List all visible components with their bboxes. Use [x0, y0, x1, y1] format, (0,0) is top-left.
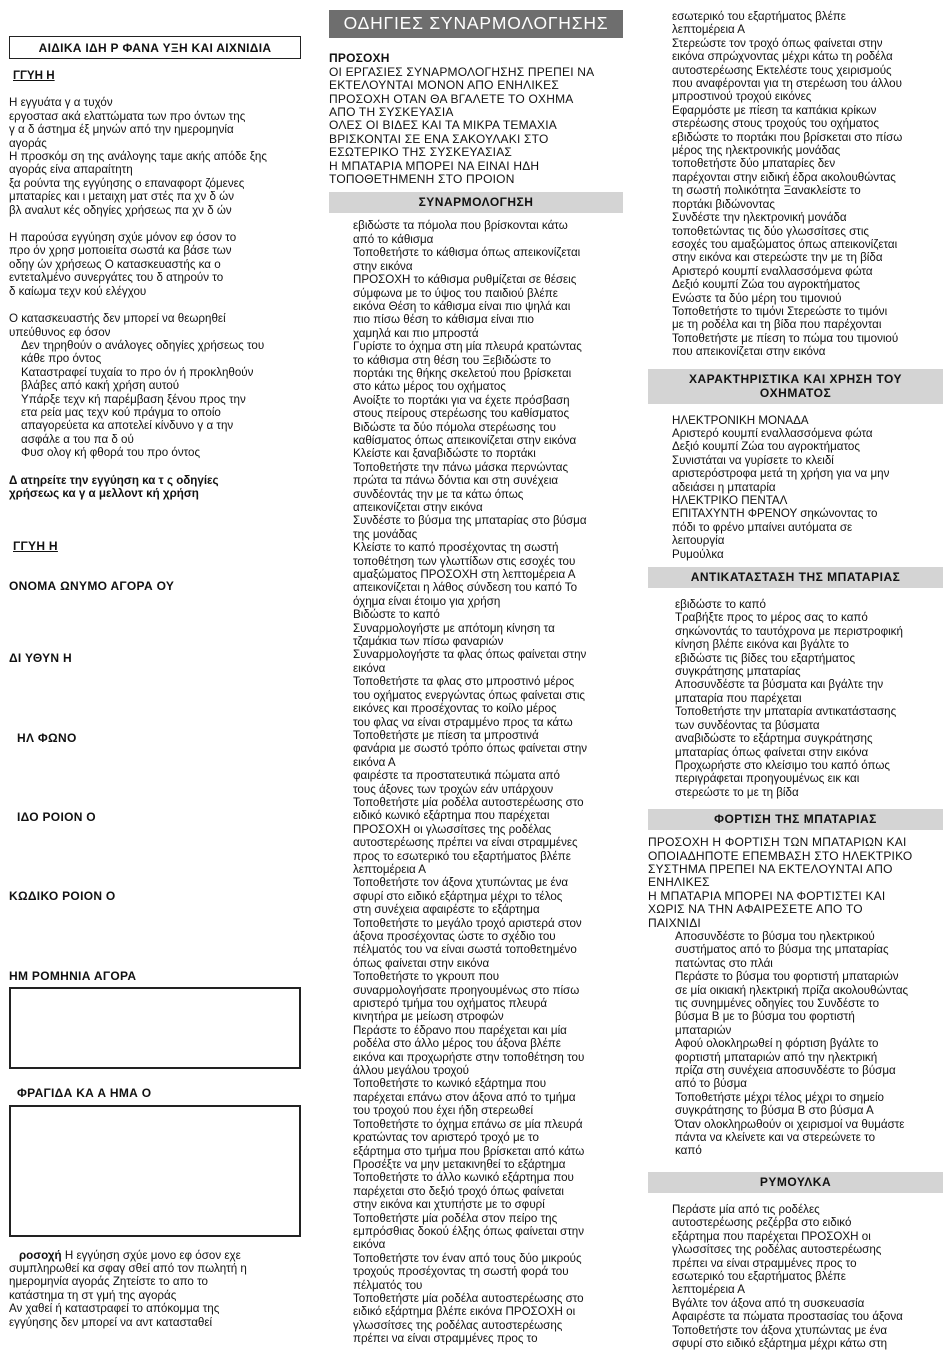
text-line: ΠΡΟΣΟΧΗ οι γλωσσίτσες της ροδέλας [353, 822, 552, 836]
text-line: στην εικόνα και χτυπήστε με το σφυρί [353, 1198, 545, 1212]
text-line: εβιδώστε τις βίδες του εξαρτήματος [675, 651, 856, 665]
text-line: μπαταρίας όπως φαίνεται στην εικόνα [675, 745, 869, 759]
text-line: στη συνέχεια αφαιρέστε το εξάρτημα [353, 903, 540, 917]
text-line: Δεν τηρηθούν ο ανάλογες οδηγίες χρήσεως του [21, 338, 265, 352]
text-line: με τη ροδέλα και τη βίδα που παρέχονται [672, 318, 882, 332]
product-type-label: ΙΔΟ ΡΟΙΟΝ Ο [17, 810, 96, 824]
text-line: Τοποθετήστε το κωνικό εξάρτημα που [353, 1077, 547, 1091]
text-line: τζαμάκια των πίσω φαναριών [353, 635, 504, 649]
assembly-heading: ΣΥΝΑΡΜΟΛΟΓΗΣΗ [329, 192, 623, 213]
text-line: Συνδέστε την ηλεκτρονική μονάδα [672, 211, 847, 225]
text-line: Αριστερό κουμπί εναλλασσόμενα φώτα [672, 426, 873, 440]
text-line: Δεξιό κουμπί Ζώα του αγροκτήματος [672, 278, 860, 292]
text-line: εργοστασ ακά ελαττώματα των προ όντων της [9, 109, 246, 123]
text-line: Η ΜΠΑΤΑΡΙΑ ΜΠΟΡΕΙ ΝΑ ΕΙΝΑΙ ΗΔΗ [329, 158, 540, 173]
text-line: Η παρούσα εγγύηση σχύε μόνον εφ όσον το [9, 231, 237, 245]
text-line: σφυρί στο ειδικό εξάρτημα μέχρι κάτω στη [672, 1336, 888, 1350]
text-line: Συνδέστε το βύσμα της μπαταρίας στο βύσμα [353, 514, 587, 528]
text-line: αμαξώματος ΠΡΟΣΟΧΗ στη λεπτομέρεια Α [353, 568, 576, 582]
battery-replacement-heading: ΑΝΤΙΚΑΤΑΣΤΑΣΗ ΤΗΣ ΜΠΑΤΑΡΙΑΣ [648, 567, 943, 588]
text-line: χρήσεως κα γ α μελλοντ κή χρήση [9, 486, 199, 500]
text-line: σηκώνοντάς το ταυτόχρονα με περιστροφική [675, 624, 903, 638]
text-line: οδηγ ών χρήσεως Ο κατασκευαστής κα ο [9, 257, 221, 271]
text-line: Υπάρξε τεχν κή παρέμβαση ξένου προς την [21, 392, 246, 406]
text-line: Τοποθετήστε μία ροδέλα στον πείρο της [353, 1211, 558, 1225]
text-line: Όταν ολοκληρωθούν οι χειρισμοί να θυμάστε [675, 1117, 905, 1131]
text-line: της μονάδας [353, 527, 418, 541]
text-line: ειδικό εξάρτημα βλέπε εικόνα ΠΡΟΣΟΧΗ οι [353, 1305, 576, 1319]
text-line: ετα ρεία μας τεχν κού πράγμα το οποίο [21, 405, 221, 419]
text-line: τοποθετώντας τις δύο γλωσσίτσες στις [672, 224, 870, 238]
text-line: γλωσσίτσες της ροδέλας αυτοστερέωσης [353, 1318, 563, 1332]
text-line: μπαταριών [675, 1023, 732, 1037]
text-line: υπεύθυνος εφ όσον [9, 325, 111, 339]
text-line: συγκράτησης μπαταρίας [675, 665, 801, 679]
text-line: Τοποθετήστε με πίεση τα μπροστινά [353, 728, 539, 742]
text-line: που απεικονίζεται στην εικόνα [672, 345, 826, 359]
text-line: παρέχονται στην ειδική έδρα ακολουθώντας [672, 170, 896, 184]
text-line: ΗΛΕΚΤΡΟΝΙΚΗ ΜΟΝΑΔΑ [672, 413, 809, 427]
text-line: Αφαιρέστε τα πώματα προστασίας του άξονα [672, 1310, 903, 1324]
charging-steps [648, 930, 943, 1158]
text-line: Τοποθετήστε τον έναν από τους δύο μικρούς [353, 1251, 582, 1265]
text-line: Περάστε το βύσμα του φορτιστή μπαταριών [675, 970, 899, 984]
text-line: εντεταλμένο συνεργάτες του δ ατηρούν το [9, 271, 224, 285]
keep-notice [9, 474, 301, 501]
text-line: όχημα είναι έτοιμο για χρήση [353, 594, 501, 608]
text-line: σε μία οικιακή ηλεκτρική πρίζα ακολουθώντας [675, 983, 909, 997]
text-line: εικόνα Θέση το κάθισμα είναι πιο ψηλά και [353, 299, 571, 313]
footer-note [9, 1262, 301, 1329]
text-line: Περάστε το έδρανο που παρέχεται και μία [353, 1023, 567, 1037]
text-line: Τοποθετήστε το γκρουπ που [353, 970, 500, 984]
text-line: ΕΚΤΕΛΟΥΝΤΑΙ ΜΟΝΟΝ ΑΠΟ ΕΝΗΛΙΚΕΣ [329, 78, 559, 93]
assembly-column [329, 0, 623, 1346]
text-line: πατώντας στο πλάι [675, 956, 773, 970]
text-line: Προχωρήστε στο κλείσιμο του καπό όπως [675, 758, 890, 772]
text-line: γ α δ άστημα έξ μηνών από την ημερομηνία [9, 123, 234, 137]
warranty-column [9, 0, 301, 1329]
text-line: Περάστε μία από τις ροδέλες [672, 1202, 820, 1216]
text-line: Τραβήξτε προς το μέρος σας το καπό [675, 611, 868, 625]
text-line: μέρος της ηλεκτρονικής μονάδας [672, 144, 841, 158]
liability-bullets [9, 339, 301, 460]
text-line: αυτοστερέωσης πρέπει να είναι στραμμένες [353, 836, 578, 850]
text-line: πρέπει να είναι στραμμένες προς το [672, 1256, 857, 1270]
text-line: Εφαρμόστε με πίεση τα καπάκια κρίκων [672, 103, 877, 117]
text-line: ΣΥΣΤΗΜΑ ΠΡΕΠΕΙ ΝΑ ΕΚΤΕΛΟΥΝΤΑΙ ΑΠΟ [648, 861, 893, 876]
text-line: πορτάκι της θήκης σκελετού που βρίσκεται [353, 366, 572, 380]
text-line: σφυρί στο ειδικό εξάρτημα μέχρι το τέλος [353, 889, 563, 903]
trailer-heading: ΡΥΜΟΥΛΚΑ [648, 1172, 943, 1193]
text-line: ειδικό κωνικό εξάρτημα που παρέχεται [353, 809, 550, 823]
text-line: εικόνες και προσέχοντας το κοίλο μέρος [353, 702, 557, 716]
validity-paragraph [9, 231, 301, 298]
text-line: εξάρτημα στο τμήμα που βρίσκεται από κάτω [353, 1144, 585, 1158]
text-line: από το κάθισμα [353, 232, 434, 246]
text-line: Η ΜΠΑΤΑΡΙΑ ΜΠΟΡΕΙ ΝΑ ΦΟΡΤΙΣΤΕΙ ΚΑΙ [648, 888, 886, 903]
text-line: λεπτομέρεια Α [672, 1283, 746, 1297]
footer-note-label: ροσοχή [19, 1248, 62, 1262]
text-line: προς το εσωτερικό του εξαρτήματος βλέπε [353, 849, 571, 863]
text-line: του τροχού που έχει ήδη στερεωθεί [353, 1104, 534, 1118]
text-line: Τοποθετήστε μία ροδέλα αυτοστερέωσης στο [353, 795, 584, 809]
text-line: Τοποθετήστε μία ροδέλα αυτοστερέωσης στο [353, 1291, 584, 1305]
text-line: απεικονίζεται η λάθος σύνδεση του καπό Το [353, 581, 578, 595]
text-line: απαγορεύετα κα αποτελεί κίνδυνο γ α την [21, 419, 234, 433]
text-line: απεικονίζεται στην εικόνα [353, 501, 483, 514]
features-list [648, 414, 943, 561]
text-line: εσοχές του αμαξώματος όπως απεικονίζεται [672, 237, 898, 251]
text-line: Τοποθετήστε την μπαταρία αντικατάστασης [675, 705, 897, 719]
text-line: εικόνα σπρώχνοντας μέχρι κάτω τη ροδέλα [672, 50, 893, 64]
text-line: αδειάσει η μπαταρία [672, 480, 776, 494]
text-line: εβιδώστε τα πόμολα που βρίσκονται κάτω [353, 219, 568, 233]
text-line: ΟΠΟΙΑΔΗΠΟΤΕ ΕΠΕΜΒΑΣΗ ΣΤΟ ΗΛΕΚΤΡΙΚΟ [648, 848, 913, 863]
text-line: στην εικόνα [353, 259, 413, 273]
text-line: Τοποθετήστε την πάνω μάσκα περνώντας [353, 460, 569, 474]
text-line: Βιδώστε το καπό [353, 608, 440, 622]
text-line: ΠΡΟΣΟΧΗ ΟΤΑΝ ΘΑ ΒΓΑΛΕΤΕ ΤΟ ΟΧΗΜΑ [329, 91, 574, 106]
text-line: πρίζα στη συνέχεια αποσυνδέστε το βύσμα [675, 1064, 896, 1078]
text-line: ΧΩΡΙΣ ΝΑ ΤΗΝ ΑΦΑΙΡΕΣΕΤΕ ΑΠΟ ΤΟ [648, 902, 863, 917]
text-line: Κλείστε και ξαναβιδώστε το πορτάκι [353, 447, 536, 461]
text-line: εβιδώστε το καπό [675, 598, 766, 612]
text-line: Ενώστε τα δύο μέρη του τιμονιού [672, 291, 842, 305]
text-line: Τοποθετήστε το κάθισμα όπως απεικονίζεται [353, 246, 581, 260]
text-line: ΟΛΕΣ ΟΙ ΒΙΔΕΣ ΚΑΙ ΤΑ ΜΙΚΡΑ ΤΕΜΑΧΙΑ [329, 118, 557, 133]
text-line: βύσμα Β με το βύσμα του φορτιστή [675, 1010, 855, 1024]
text-line: λειτουργία [672, 534, 725, 548]
text-line: εικόνα και προχωρήστε στην τοποθέτηση του [353, 1050, 585, 1064]
text-line: Τοποθετήστε μέχρι τέλος μέχρι το σημείο [675, 1090, 884, 1104]
text-line: φανάρια με σωστό τρόπο όπως φαίνεται στην [353, 742, 588, 756]
battery-replacement-steps [648, 598, 943, 799]
text-line: άλλου μεγάλου τροχού [353, 1064, 469, 1078]
text-line: αγοράς είνα απαραίτητη [9, 163, 133, 177]
phone-label: ΗΛ ΦΩΝΟ [17, 730, 77, 745]
text-line: συμπληρωθεί κα σφαγ σθεί από τον πωλητή η [9, 1262, 247, 1276]
text-line: πρέπει να είναι στραμμένες προς το [353, 1332, 538, 1346]
text-line: προ όν χρησ μοποιείτα σωστά κα βάσε των [9, 244, 232, 258]
text-line: εβιδώστε το πορτάκι που βρίσκεται στο πίσω [672, 130, 903, 144]
text-line: ΤΟΠΟΘΕΤΗΜΕΝΗ ΣΤΟ ΠΡΟΙΟΝ [329, 172, 515, 187]
assembly-steps [329, 219, 623, 1345]
text-line: συναρμολογήσατε προηγουμένως στο πίσω [353, 983, 580, 997]
text-line: Συναρμολογήστε με απότομη κίνηση τα [353, 621, 555, 635]
text-line: Τοποθετήστε τα φλας στο μπροστινό μέρος [353, 675, 575, 689]
trailer-steps [648, 1203, 943, 1350]
text-line: Ανοίξτε το πορτάκι για να έχετε πρόσβαση [353, 393, 570, 407]
text-line: τοποθετήστε δύο μπαταρίες δεν [672, 157, 836, 171]
purchase-date-label: ΗΜ ΡΟΜΗΝΙΑ ΑΓΟΡΑ [9, 968, 137, 983]
text-line: Στερεώστε τον τροχό όπως φαίνεται στην [672, 36, 883, 50]
text-line: αριστερόστροφα μετά τη χρήση για να μην [672, 467, 890, 481]
text-line: ΠΡΟΣΟΧΗ το κάθισμα ρυθμίζεται σε θέσεις [353, 273, 577, 287]
text-line: παρέχεται στο δεξιό τροχό όπως φαίνεται [353, 1184, 564, 1198]
text-line: Βιδώστε τα δύο πόμολα στερέωσης του [353, 420, 556, 434]
form-heading: ΓΓΥΗ Η [13, 539, 58, 554]
text-line: εσωτερικό του εξαρτήματος βλέπε [672, 10, 846, 23]
text-line: Προσέξτε να μην μετακινηθεί το εξάρτημα [353, 1157, 566, 1171]
text-line: στην εικόνα και στερεώστε την με τη βίδα [672, 251, 883, 265]
text-line: πορτάκι βιδώνοντας [672, 197, 775, 211]
text-line: Ο κατασκευαστής δεν μπορεί να θεωρηθεί [9, 312, 226, 326]
text-line: των συνδέοντας τα βύσματα [675, 718, 820, 732]
text-line: χαμηλά και πιο μπροστά [353, 326, 479, 340]
text-line: όπως φαίνεται στην εικόνα [353, 956, 490, 970]
text-line: φορτιστή μπαταριών από την ηλεκτρική [675, 1050, 878, 1064]
text-line: ασφάλε α του πα δ ού [21, 432, 134, 446]
text-line: Αποσυνδέστε το βύσμα του ηλεκτρικού [675, 929, 875, 943]
text-line: του φλας να είναι στραμμένο προς τα κάτω [353, 715, 573, 729]
text-line: Η εγγυάτα γ α τυχόν [9, 96, 113, 110]
text-line: Γυρίστε το όχημα στη μία πλευρά κρατώντας [353, 340, 582, 354]
text-line: ημερομηνία αγοράς Ζητείστε το απο το [9, 1275, 208, 1289]
address-label: ΔΙ ΥΘΥΝ Η [9, 651, 72, 666]
text-line: μπαταρία που παρέχεται [675, 691, 802, 705]
text-line: Συνιστάται να γυρίσετε το κλειδί [672, 453, 834, 467]
text-line: στους πείρους στερέωσης του καθίσματος [353, 407, 570, 421]
text-line: άξονα προσέχοντας ώστε το σχέδιο του [353, 930, 556, 943]
text-line: ΗΛΕΚΤΡΙΚΟ ΠΕΝΤΑΛ [672, 494, 788, 507]
text-line: λεπτομέρεια Α [672, 23, 746, 37]
text-line: Αποσυνδέστε τα βύσματα και βγάλτε την [675, 678, 884, 692]
text-line: βλ αναλυτ κές οδηγίες χρήσεως πα χν δ ών [9, 203, 232, 217]
text-line: σύμφωνα με το ύψος του παιδιού βλέπε [353, 286, 558, 300]
assembly-steps-continued [648, 10, 943, 359]
stamp-box [9, 1105, 301, 1237]
text-line: Καταστραφεί τυχαία το προ όν ή προκληθούν [21, 365, 254, 379]
text-line: φαιρέστε τα προστατευτικά πώματα από [353, 769, 560, 783]
text-line: στερέωσης στους τροχούς του οχήματος [672, 117, 879, 131]
text-line: συνδέοντάς την με τα κάτω όπως [353, 487, 524, 501]
text-line: Αφού ολοκληρωθεί η φόρτιση βγάλτε το [675, 1037, 879, 1051]
text-line: μπαταρίες και ι μεταιχη ματ στές πα χν δ ών [9, 190, 235, 204]
text-line: Τοποθετήστε τον άξονα χτυπώντας με ένα [353, 876, 569, 890]
text-line: πάντα να κλείνετε και να στερεώνετε το [675, 1131, 876, 1145]
text-line: αριστερό τμήμα του οχήματος πλευρά [353, 997, 548, 1011]
warranty-paragraph [9, 96, 301, 217]
text-line: ΕΠΙΤΑΧΥΝΤΗ ΦΡΕΝΟΥ σηκώνοντας το [672, 507, 878, 521]
charging-warning [648, 836, 943, 930]
text-line: εσωτερικό του εξαρτήματος βλέπε [672, 1269, 846, 1283]
text-line: εικόνα Α [353, 755, 396, 769]
text-line: εικόνα [353, 1238, 386, 1252]
text-line: τους άξονες των τροχών εάν υπάρχουν [353, 782, 554, 796]
text-line: καπό [675, 1144, 702, 1158]
text-line: Αν χαθεί ή καταστραφεί το απόκομμα της [9, 1302, 220, 1316]
text-line: Αριστερό κουμπί εναλλασσόμενα φώτα [672, 264, 873, 278]
usage-column [648, 0, 943, 1350]
text-line: το κάθισμα στη θέση του Ξεβιδώστε το [353, 353, 551, 367]
text-line: βλάβες από κακή χρήση αυτού [21, 379, 180, 393]
text-line: πέλματός του να είναι σωστά τοποθετημένο [353, 943, 577, 957]
text-line: συστήματος από το βύσμα της μπαταρίας [675, 943, 889, 957]
text-line: λεπτομέρεια Α [353, 862, 427, 876]
text-line: αυτοστερέωσης Εκτελέστε τους χειρισμούς [672, 63, 892, 77]
purchase-date-box [9, 987, 301, 1069]
text-line: τροχούς προσέχοντας τη σωστή φορά του [353, 1265, 569, 1279]
text-line: Τοποθετήστε τον άξονα χτυπώντας με ένα [672, 1323, 888, 1337]
text-line: καθίσματος όπως απεικονίζεται στην εικόνα [353, 433, 577, 447]
text-line: Ρυμούλκα [672, 547, 724, 561]
text-line: τοποθέτηση των γλωττίδων στις εσοχές του [353, 554, 576, 568]
attention-title: ΠΡΟΣΟΧΗ [329, 51, 390, 66]
text-line: εμπρόσθιας δοκού έλξης όπως φαίνεται στην [353, 1224, 585, 1238]
text-line: τις συνημμένες οδηγίες του Συνδέστε το [675, 997, 880, 1010]
text-line: συγκράτησης το βύσμα Β στο βύσμα Α [675, 1104, 874, 1118]
text-line: Τοποθετήστε το άλλο κωνικό εξάρτημα που [353, 1171, 574, 1185]
text-line: εγγύησης δεν μπορεί να αντ κατασταθεί [9, 1315, 213, 1329]
text-line: Φυσ ολογ κή φθορά του προ όντος [21, 446, 201, 460]
text-line: Τοποθετήστε με πίεση το πώμα του τιμονιού [672, 331, 899, 345]
text-line: Κλείστε το καπό προσέχοντας τη σωστή [353, 541, 559, 555]
text-line: που αναφέρονται για τη στερέωση του άλλου [672, 77, 902, 91]
text-line: ΟΙ ΕΡΓΑΣΙΕΣ ΣΥΝΑΡΜΟΛΟΓΗΣΗΣ ΠΡΕΠΕΙ ΝΑ [329, 64, 595, 79]
text-line: κινητήρα με μείωση στροφών [353, 1010, 504, 1024]
text-line: ξα ρούντα της εγγύησης ο επαναφορτ ζόμενες [9, 176, 245, 190]
text-line: κρατώντας τον αριστερό τροχό με το [353, 1131, 539, 1145]
text-line: ροδέλα στο άλλο μέρος του άξονα βλέπε [353, 1037, 561, 1051]
liability-intro [9, 312, 301, 339]
text-line: Βγάλτε τον άξονα από τη συσκευασία [672, 1296, 865, 1310]
text-line: αυτοστερέωσης ρεζέρβα στο ειδικό [672, 1216, 852, 1230]
text-line: αναβιδώστε το εξάρτημα συγκράτησης [675, 732, 873, 746]
text-line: Τοποθετήστε το μεγάλο τροχό αριστερά στον [353, 916, 582, 930]
text-line: στο κάτω μέρος του οχήματος [353, 380, 506, 394]
text-line: ΠΡΟΣΟΧΗ Η ΦΟΡΤΙΣΗ ΤΩΝ ΜΠΑΤΑΡΙΩΝ ΚΑΙ [648, 835, 907, 850]
text-line: ΑΠΟ ΤΗ ΣΥΣΚΕΥΑΣΙΑ [329, 105, 454, 120]
text-line: ΕΝΗΛΙΚΕΣ [648, 875, 710, 890]
text-line: πιο πίσω θέση το κάθισμα είναι πιο [353, 313, 534, 327]
text-line: ΠΑΙΧΝΙΔΙ [648, 915, 701, 930]
attention-lines [329, 66, 623, 187]
text-line: αγοράς [9, 136, 47, 150]
text-line: στερεώστε το με τη βίδα [675, 785, 799, 799]
text-line: εικόνα [353, 661, 386, 675]
warranty-heading: ΓΓΥΗ Η [13, 69, 55, 82]
text-line: κάθε προ όντος [21, 352, 102, 366]
text-line: παρέχεται επάνω στον άξονα από το τμήμα [353, 1090, 576, 1104]
text-line: κατάστημα τη στ γμή της αγοράς [9, 1288, 177, 1302]
text-line: περιγράφεται προηγουμένως εικ και [675, 772, 860, 786]
text-line: δ καίωμα τεχν κού ελέγχου [9, 284, 147, 298]
text-line: Τοποθετήστε το τιμόνι Στερεώστε το τιμόνι [672, 304, 888, 318]
features-heading: ΧΑΡΑΚΤΗΡΙΣΤΙΚΑ ΚΑΙ ΧΡΗΣΗ ΤΟΥ ΟΧΗΜΑΤΟΣ [648, 369, 943, 404]
text-line: μπροστινού τροχού εικόνες [672, 90, 812, 104]
text-line: Τοποθετήστε το όχημα επάνω σε μία πλευρά [353, 1117, 583, 1131]
text-line: πόδι το φρένο μπαίνει αυτόματα σε [672, 520, 853, 534]
text-line: από το βύσμα [675, 1077, 748, 1091]
text-line: Δεξιό κουμπί Ζώα του αγροκτήματος [672, 440, 860, 454]
text-line: γλωσσίτσες της ροδέλας αυτοστερέωσης [672, 1243, 882, 1257]
text-line: Η προσκόμ ση της ανάλογης ταμε ακής απόδε ξης [9, 150, 267, 164]
footer-note-first: Η εγγύηση σχύε μονο εφ όσον εχε [64, 1248, 241, 1262]
buyer-name-label: ΟΝΟΜΑ ΩΝΥΜΟ ΑΓΟΡΑ ΟΥ [9, 578, 175, 593]
text-line: ΒΡΙΣΚΟΝΤΑΙ ΣΕ ΕΝΑ ΣΑΚΟΥΛΑΚΙ ΣΤΟ [329, 131, 549, 146]
assembly-banner: ΟΔΗΓΙΕΣ ΣΥΝΑΡΜΟΛΟΓΗΣΗΣ [329, 10, 623, 38]
text-line: Δ ατηρείτε την εγγύηση κα τ ς οδηγίες [9, 473, 219, 487]
warranty-title: ΑΙΔΙΚΑ ΙΔΗ Ρ ΦΑΝΑ ΥΞΗ ΚΑΙ ΑΙΧΝΙΔΙΑ [9, 36, 301, 59]
text-line: εξάρτημα που παρέχεται ΠΡΟΣΟΧΗ οι [672, 1229, 871, 1243]
text-line: κίνηση βλέπε εικόνα και βγάλτε το [675, 638, 849, 652]
product-code-label: ΚΩΔΙΚΟ ΡΟΙΟΝ Ο [9, 889, 116, 904]
text-line: τη σωστή πολικότητα Ξανακλείστε το [672, 184, 861, 198]
stamp-label: ΦΡΑΓΙΔΑ ΚΑ Α ΗΜΑ Ο [17, 1086, 152, 1101]
text-line: πρώτα τα πάνω δόντια και στη συνέχεια [353, 474, 559, 488]
text-line: πέλματός του [353, 1278, 423, 1292]
text-line: ΕΣΩΤΕΡΙΚΟ ΤΗΣ ΣΥΣΚΕΥΑΣΙΑΣ [329, 145, 513, 160]
text-line: Συναρμολογήστε τα φλας όπως φαίνεται στην [353, 648, 587, 662]
battery-charging-heading: ΦΟΡΤΙΣΗ ΤΗΣ ΜΠΑΤΑΡΙΑΣ [648, 809, 943, 830]
text-line: του οχήματος ενεργώντας όπως φαίνεται στις [353, 688, 586, 702]
